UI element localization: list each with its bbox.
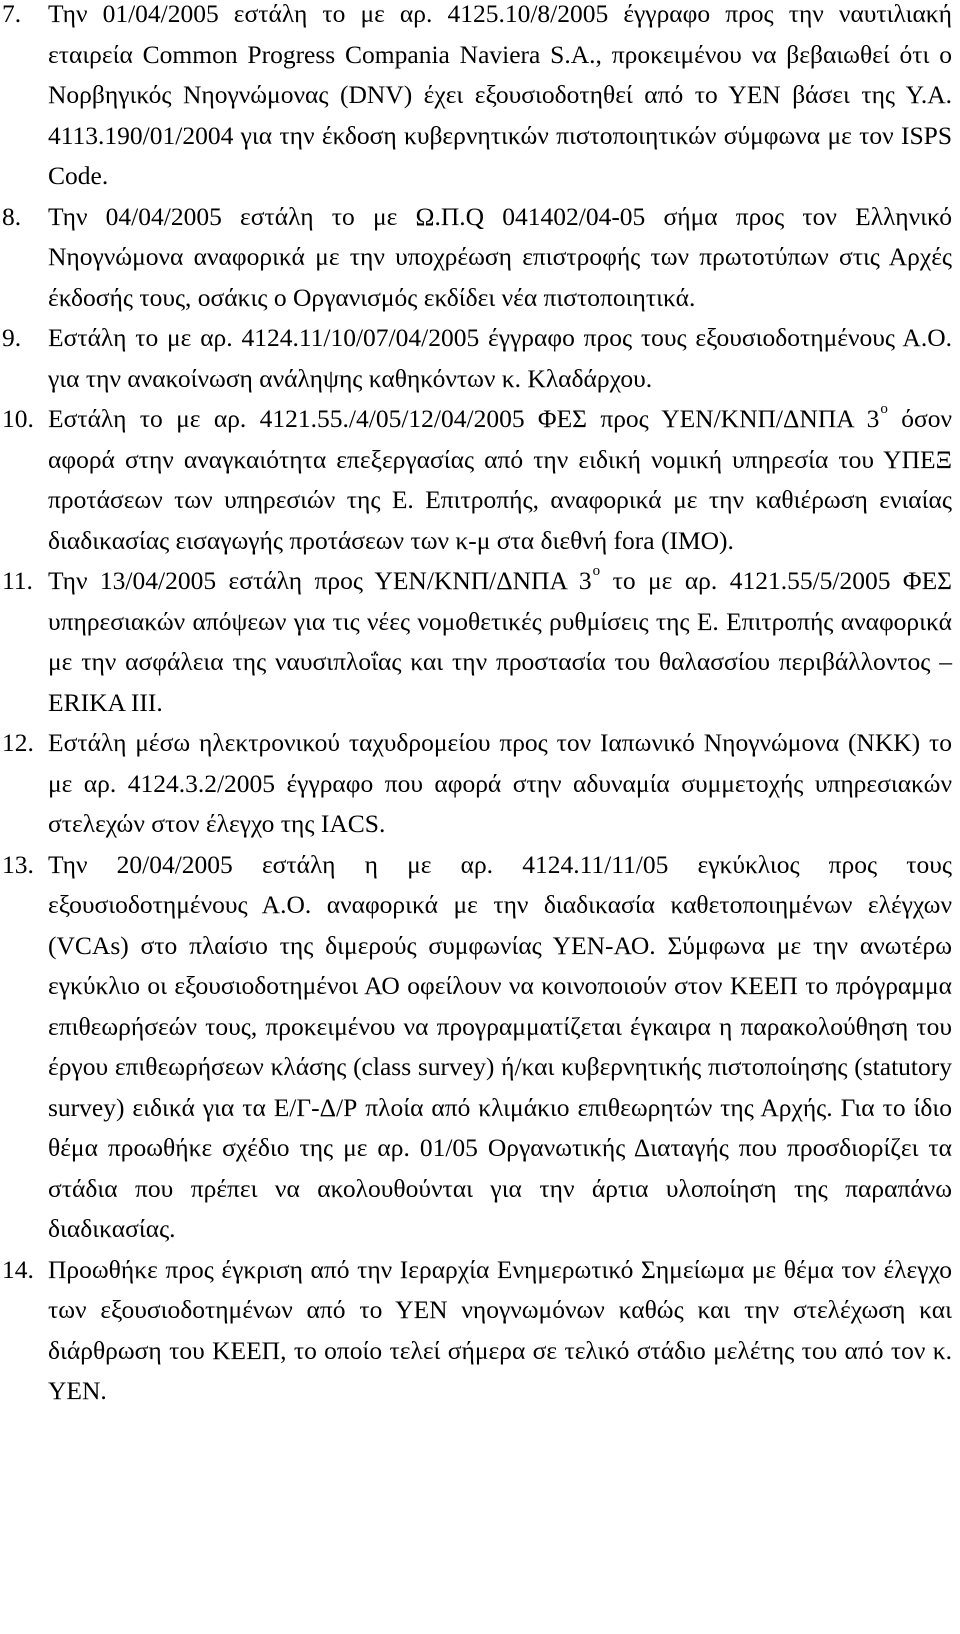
list-item-14 — [0, 1250, 960, 1412]
ordinal-superscript: ο — [592, 563, 601, 579]
item-text — [48, 399, 952, 561]
item-number: 14. — [2, 1254, 34, 1284]
list-item-9 — [0, 318, 960, 399]
item-text: Προωθήκε προς έγκριση από την Ιεραρχία Ενημερωτικό Σημείωμα με θέμα τον έλεγχο των εξουσιοδοτημένων από το ΥΕΝ νηογνωμόνων καθώς και την στελέχωση και διάρθρωση του ΚΕΕΠ, το οποίο τελεί σήμερα σε τελικό στάδιο μελέτης του από τον κ. ΥΕΝ. — [48, 1254, 952, 1405]
list-item-10 — [0, 399, 960, 561]
item-number: 9. — [2, 323, 22, 352]
item-number: 13. — [2, 849, 34, 879]
item-number: 10. — [2, 404, 34, 433]
list-item-13 — [0, 845, 960, 1250]
ordinal-superscript: ο — [880, 401, 888, 417]
item-number: 8. — [2, 201, 22, 231]
list-item-12 — [0, 723, 960, 845]
item-text-part: το με αρ. 4121.55/5/2005 ΦΕΣ υπηρεσιακών απόψεων για τις νέες νομοθετικές ρυθμίσεις της Ε. Επιτροπής αναφορικά με την ασφάλεια της ναυσιπλοΐας και την προστασία του θαλασσίου περιβάλλοντος – ERIKA III. — [48, 566, 952, 717]
list-item-8 — [0, 197, 960, 319]
item-number: 12. — [2, 728, 34, 757]
item-number: 7. — [2, 0, 22, 28]
item-text: Εστάλη μέσω ηλεκτρονικού ταχυδρομείου προς τον Ιαπωνικό Νηογνώμονα (NKK) το με αρ. 4124.3.2/2005 έγγραφο που αφορά στην αδυναμία συμμετοχής υπηρεσιακών στελεχών στον έλεγχο της IACS. — [48, 728, 952, 838]
item-text: Την 01/04/2005 εστάλη το με αρ. 4125.10/8/2005 έγγραφο προς την ναυτιλιακή εταιρεία Common Progress Compania Naviera S.A., προκειμένου να βεβαιωθεί ότι ο Νορβηγικός Νηογνώμονας (DNV) έχει εξουσιοδοτηθεί από το ΥΕΝ βάσει της Υ.Α. 4113.190/01/2004 για την έκδοση κυβερνητικών πιστοποιητικών σύμφωνα με τον ISPS Code. — [48, 0, 952, 190]
item-text — [48, 561, 952, 723]
item-text-part: Την 13/04/2005 εστάλη προς ΥΕΝ/ΚΝΠ/ΔΝΠΑ 3 — [48, 566, 592, 595]
list-item-11 — [0, 561, 960, 723]
item-text: Εστάλη το με αρ. 4124.11/10/07/04/2005 έγγραφο προς τους εξουσιοδοτημένους Α.Ο. για την ανακοίνωση ανάληψης καθηκόντων κ. Κλαδάρχου. — [48, 323, 952, 393]
item-text-part: Εστάλη το με αρ. 4121.55./4/05/12/04/2005 ΦΕΣ προς ΥΕΝ/ΚΝΠ/ΔΝΠΑ 3 — [48, 404, 880, 433]
item-text: Την 04/04/2005 εστάλη το με Ω.Π.Q 041402/04-05 σήμα προς τον Ελληνικό Νηογνώμονα αναφορικά με την υποχρέωση επιστροφής των πρωτοτύπων στις Αρχές έκδοσής τους, οσάκις ο Οργανισμός εκδίδει νέα πιστοποιητικά. — [48, 201, 952, 312]
item-number: 11. — [2, 566, 33, 595]
list-item-7 — [0, 0, 960, 197]
item-text-part: όσον αφορά στην αναγκαιότητα επεξεργασίας από την ειδική νομική υπηρεσία του ΥΠΕΞ προτάσεων των υπηρεσιών της Ε. Επιτροπής, αναφορικά με την καθιέρωση ενιαίας διαδικασίας εισαγωγής προτάσεων των κ-μ στα διεθνή fora (IMO). — [48, 404, 952, 555]
item-text: Την 20/04/2005 εστάλη η με αρ. 4124.11/11/05 εγκύκλιος προς τους εξουσιοδοτημένους Α.Ο. αναφορικά με την διαδικασία καθετοποιημένων ελέγχων (VCAs) στο πλαίσιο της διμερούς συμφωνίας ΥΕΝ-ΑΟ. Σύμφωνα με την ανωτέρω εγκύκλιο οι εξουσιοδοτημένοι ΑΟ οφείλουν να κοινοποιούν στον ΚΕΕΠ το πρόγραμμα επιθεωρήσεών τους, προκειμένου να προγραμματίζεται έγκαιρα η παρακολούθηση του έργου επιθεωρήσεων κλάσης (class survey) ή/και κυβερνητικής πιστοποίησης (statutory survey) ειδικά για τα Ε/Γ-Δ/Ρ πλοία από κλιμάκιο επιθεωρητών της Αρχής. Για το ίδιο θέμα προωθήκε σχέδιο της με αρ. 01/05 Οργανωτικής Διαταγής που προσδιορίζει τα στάδια που πρέπει να ακολουθούνται για την άρτια υλοποίηση της παραπάνω διαδικασίας. — [48, 849, 952, 1243]
